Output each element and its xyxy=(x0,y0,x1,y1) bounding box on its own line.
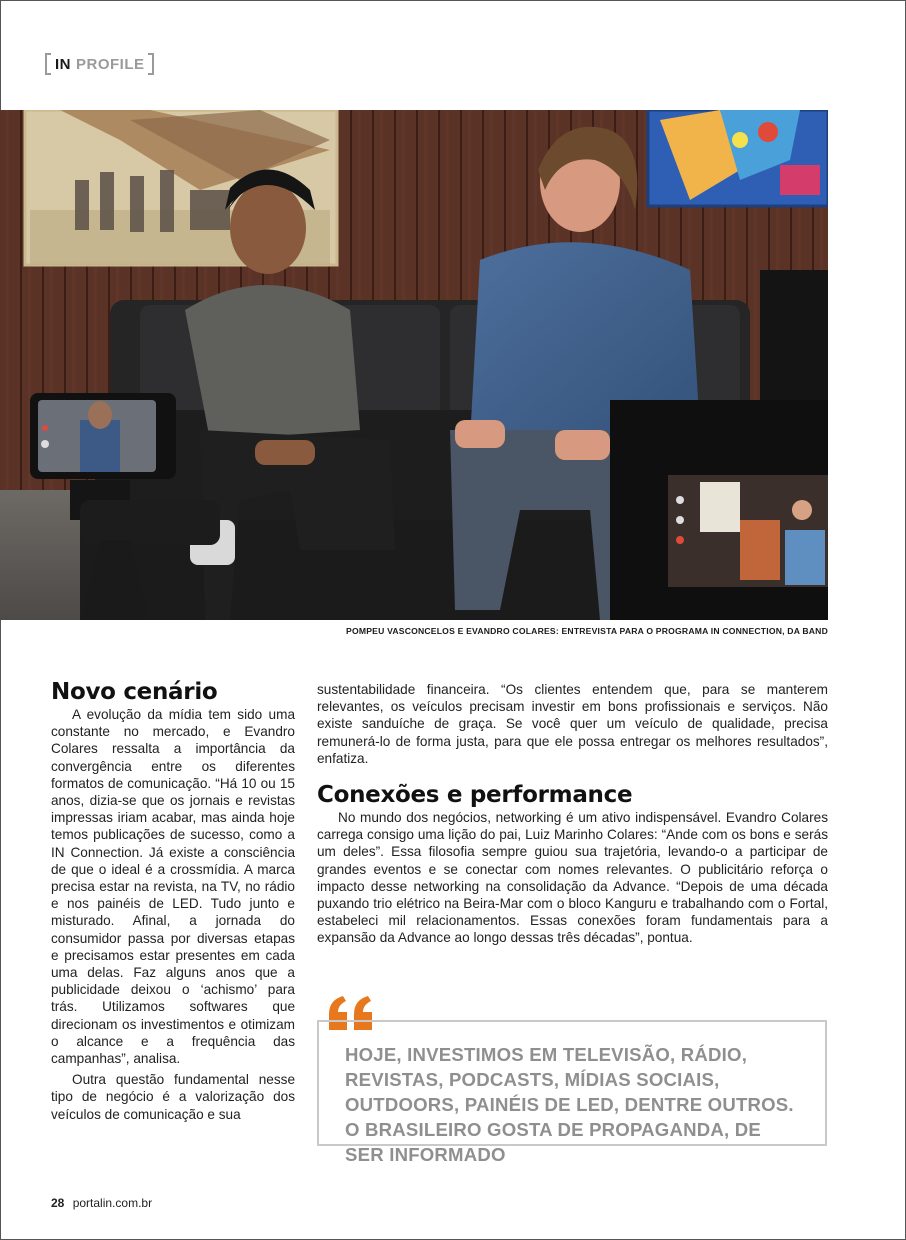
section-tag xyxy=(45,52,154,76)
pull-quote-text: HOJE, INVESTIMOS EM TELEVISÃO, RÁDIO, REVISTAS, PODCASTS, MÍDIAS SOCIAIS, OUTDOORS, PAINÉIS DE LED, DENTRE OUTROS. O BRASILEIRO GOSTA DE PROPAGANDA, DE SER INFORMADO xyxy=(345,1044,794,1165)
heading-novo-cenario: Novo cenário xyxy=(51,679,218,705)
pull-quote-box xyxy=(317,1020,827,1165)
page-footer xyxy=(51,1196,152,1210)
paragraph: No mundo dos negócios, networking é um ativo indispensável. Evandro Colares carrega consigo uma lição do pai, Luiz Marinho Colares: “Ande com os bons e serás um deles”. Essa filosofia sempre guiou sua trajetória, levando-o a participar de grandes eventos e se conectar com nomes relevantes. O publicitário reforça o impacto desse networking na consolidação da Advance. “Depois de uma década puxando trio elétrico na Beira-Mar com o bloco Kanguru e trabalhando com o Fortal, estabeleci mil relacionamentos. Essas conexões foram fundamentais para a expansão da Advance ao longo dessas três décadas”, pontua. xyxy=(317,810,828,946)
interview-photo xyxy=(0,110,828,620)
page-number: 28 xyxy=(51,1196,65,1210)
section-tag-word-in: IN xyxy=(55,55,71,73)
bracket-right xyxy=(148,53,154,75)
paragraph-continued: sustentabilidade financeira. “Os clientes entendem que, para se manterem relevantes, os veículos precisam investir em bons profissionais e serviços. Não existe sanduíche de graça. Se você quer um veículo de qualidade, precisa remunerá-lo de forma justa, para que ele possa entregar os melhores resultados”, enfatiza. xyxy=(317,682,828,766)
bracket-left xyxy=(45,53,51,75)
section-tag-word-profile: PROFILE xyxy=(76,55,145,73)
paragraph: A evolução da mídia tem sido uma constante no mercado, e Evandro Colares ressalta a importância da convergência entre os diferentes formatos de comunicação. “Há 10 ou 15 anos, dizia-se que os jornais e revistas impressas iriam acabar, mas ainda hoje temos publicações de sucesso, como a IN Connection. Já existe a consciência de que o ideal é a crossmídia. A marca precisa estar na revista, na TV, no rádio e nos painéis de LED. Tudo junto e misturado. Afinal, a jornada do consumidor passa por diversas etapas e precisamos estar presentes em cada uma delas. Faz alguns anos que a publicidade deixou o ‘achismo’ para trás. Utilizamos softwares que direcionam os investimentos e otimizam o alcance e a frequência das campanhas”, analisa. xyxy=(51,707,295,1067)
paragraph: Outra questão fundamental nesse tipo de negócio é a valorização dos veículos de comunicação e sua xyxy=(51,1072,295,1122)
heading-conexoes-performance: Conexões e performance xyxy=(317,782,633,809)
right-column xyxy=(317,681,828,947)
left-column xyxy=(51,678,295,1123)
site-url: portalin.com.br xyxy=(72,1196,153,1210)
photo-caption: POMPEU VASCONCELOS E EVANDRO COLARES: ENTREVISTA PARA O PROGRAMA IN CONNECTION, DA BAND xyxy=(346,626,828,636)
